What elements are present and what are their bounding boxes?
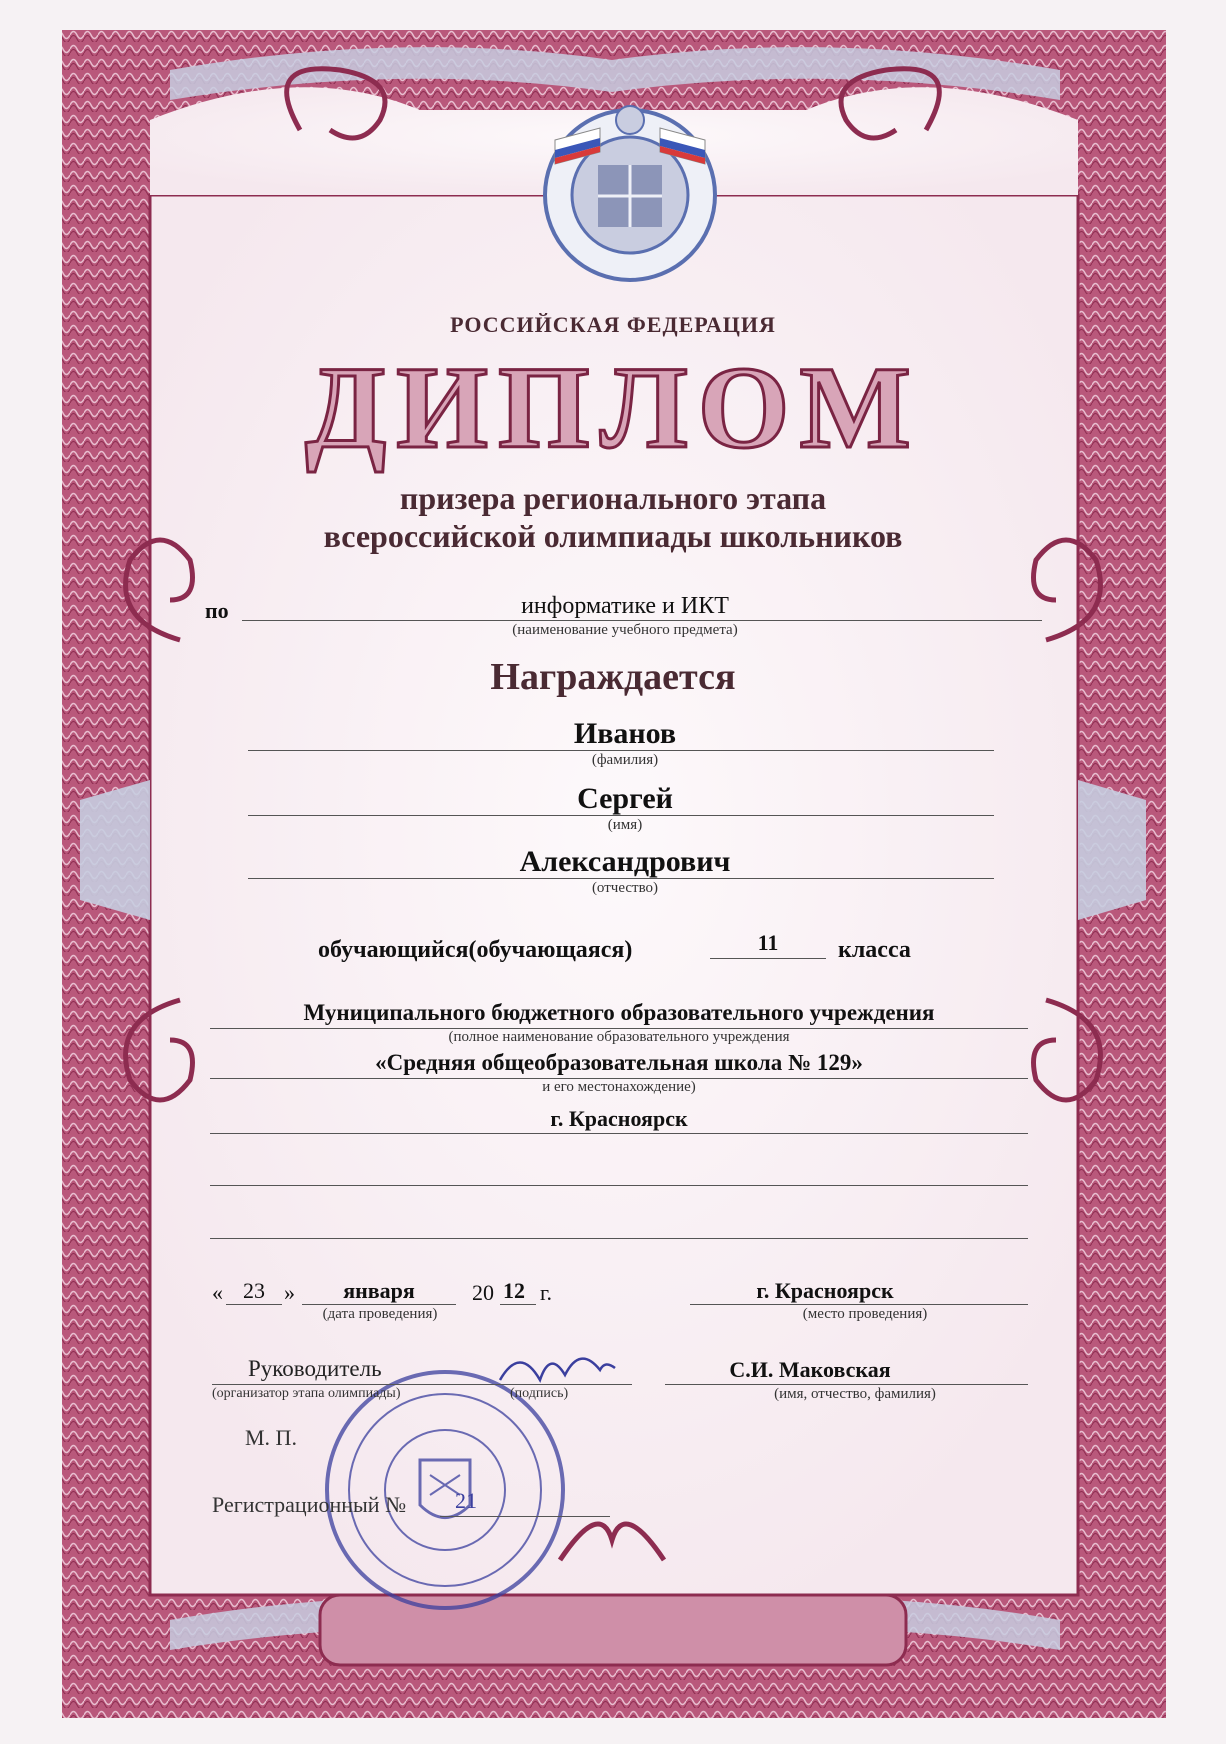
surname-caption: (фамилия) [591,752,659,768]
right-ribbon [1078,780,1146,920]
country-heading: РОССИЙСКАЯ ФЕДЕРАЦИЯ [450,312,776,337]
signer-role: Руководитель [248,1356,382,1381]
school-caption-1: (полное наименование образовательного учреждения [448,1029,790,1045]
olympiad-emblem [545,106,715,280]
registration-value: 21 [455,1488,477,1513]
date-caption: (дата проведения) [322,1306,438,1322]
signer-name: С.И. Маковская [729,1357,891,1382]
date-month-line [302,1304,456,1305]
date-month: января [343,1278,415,1303]
blank-line-2 [210,1238,1028,1239]
name-value: Сергей [577,782,673,815]
diploma-title: ДИПЛОМ [305,342,921,473]
patronymic-value: Александрович [519,845,731,878]
signer-caption: (имя, отчество, фамилия) [774,1386,936,1402]
school-name-line-2: «Средняя общеобразовательная школа № 129» [375,1050,863,1075]
left-ribbon [80,780,150,920]
school-line-3 [210,1133,1028,1134]
name-caption: (имя) [607,817,643,833]
registration-line [440,1516,610,1517]
subtitle-line-2: всероссийской олимпиады школьников [323,518,903,554]
signer-name-line [665,1384,1028,1385]
seal-label: М. П. [245,1425,297,1450]
subject-line [242,620,1042,621]
place-line [690,1304,1028,1305]
date-open-quote: « [212,1280,223,1305]
school-city: г. Красноярск [550,1106,688,1131]
role-caption: (организатор этапа олимпиады) [212,1386,401,1401]
date-year-unit: г. [540,1280,553,1305]
subject-caption: (наименование учебного предмета) [512,622,738,638]
date-year-prefix: 20 [472,1280,494,1305]
sign-caption: (подпись) [510,1386,569,1401]
date-day: 23 [243,1278,265,1303]
date-day-line [226,1304,282,1305]
blank-line-1 [210,1185,1028,1186]
registration-label: Регистрационный № [212,1492,407,1517]
grade-value: 11 [757,930,779,955]
school-caption-2: и его местонахождение) [542,1079,696,1095]
place-caption: (место проведения) [802,1306,928,1322]
bottom-cartouche [320,1595,906,1665]
date-year-suffix: 12 [503,1278,525,1303]
school-name-line-1: Муниципального бюджетного образовательного учреждения [303,1000,935,1025]
subject-prefix: по [205,598,229,623]
patronymic-caption: (отчество) [591,880,659,896]
grade-line [710,958,826,959]
date-close-quote: » [284,1280,295,1305]
grade-prefix: обучающийся(обучающаяся) [318,937,633,963]
subject-value: информатике и ИКТ [521,593,729,619]
grade-suffix: класса [838,937,911,963]
subtitle-line-1: призера регионального этапа [399,480,827,516]
surname-value: Иванов [573,717,677,750]
place-value: г. Красноярск [756,1278,894,1303]
date-year-line [500,1304,536,1305]
awarded-heading: Награждается [490,656,736,698]
signature-line [212,1384,632,1385]
